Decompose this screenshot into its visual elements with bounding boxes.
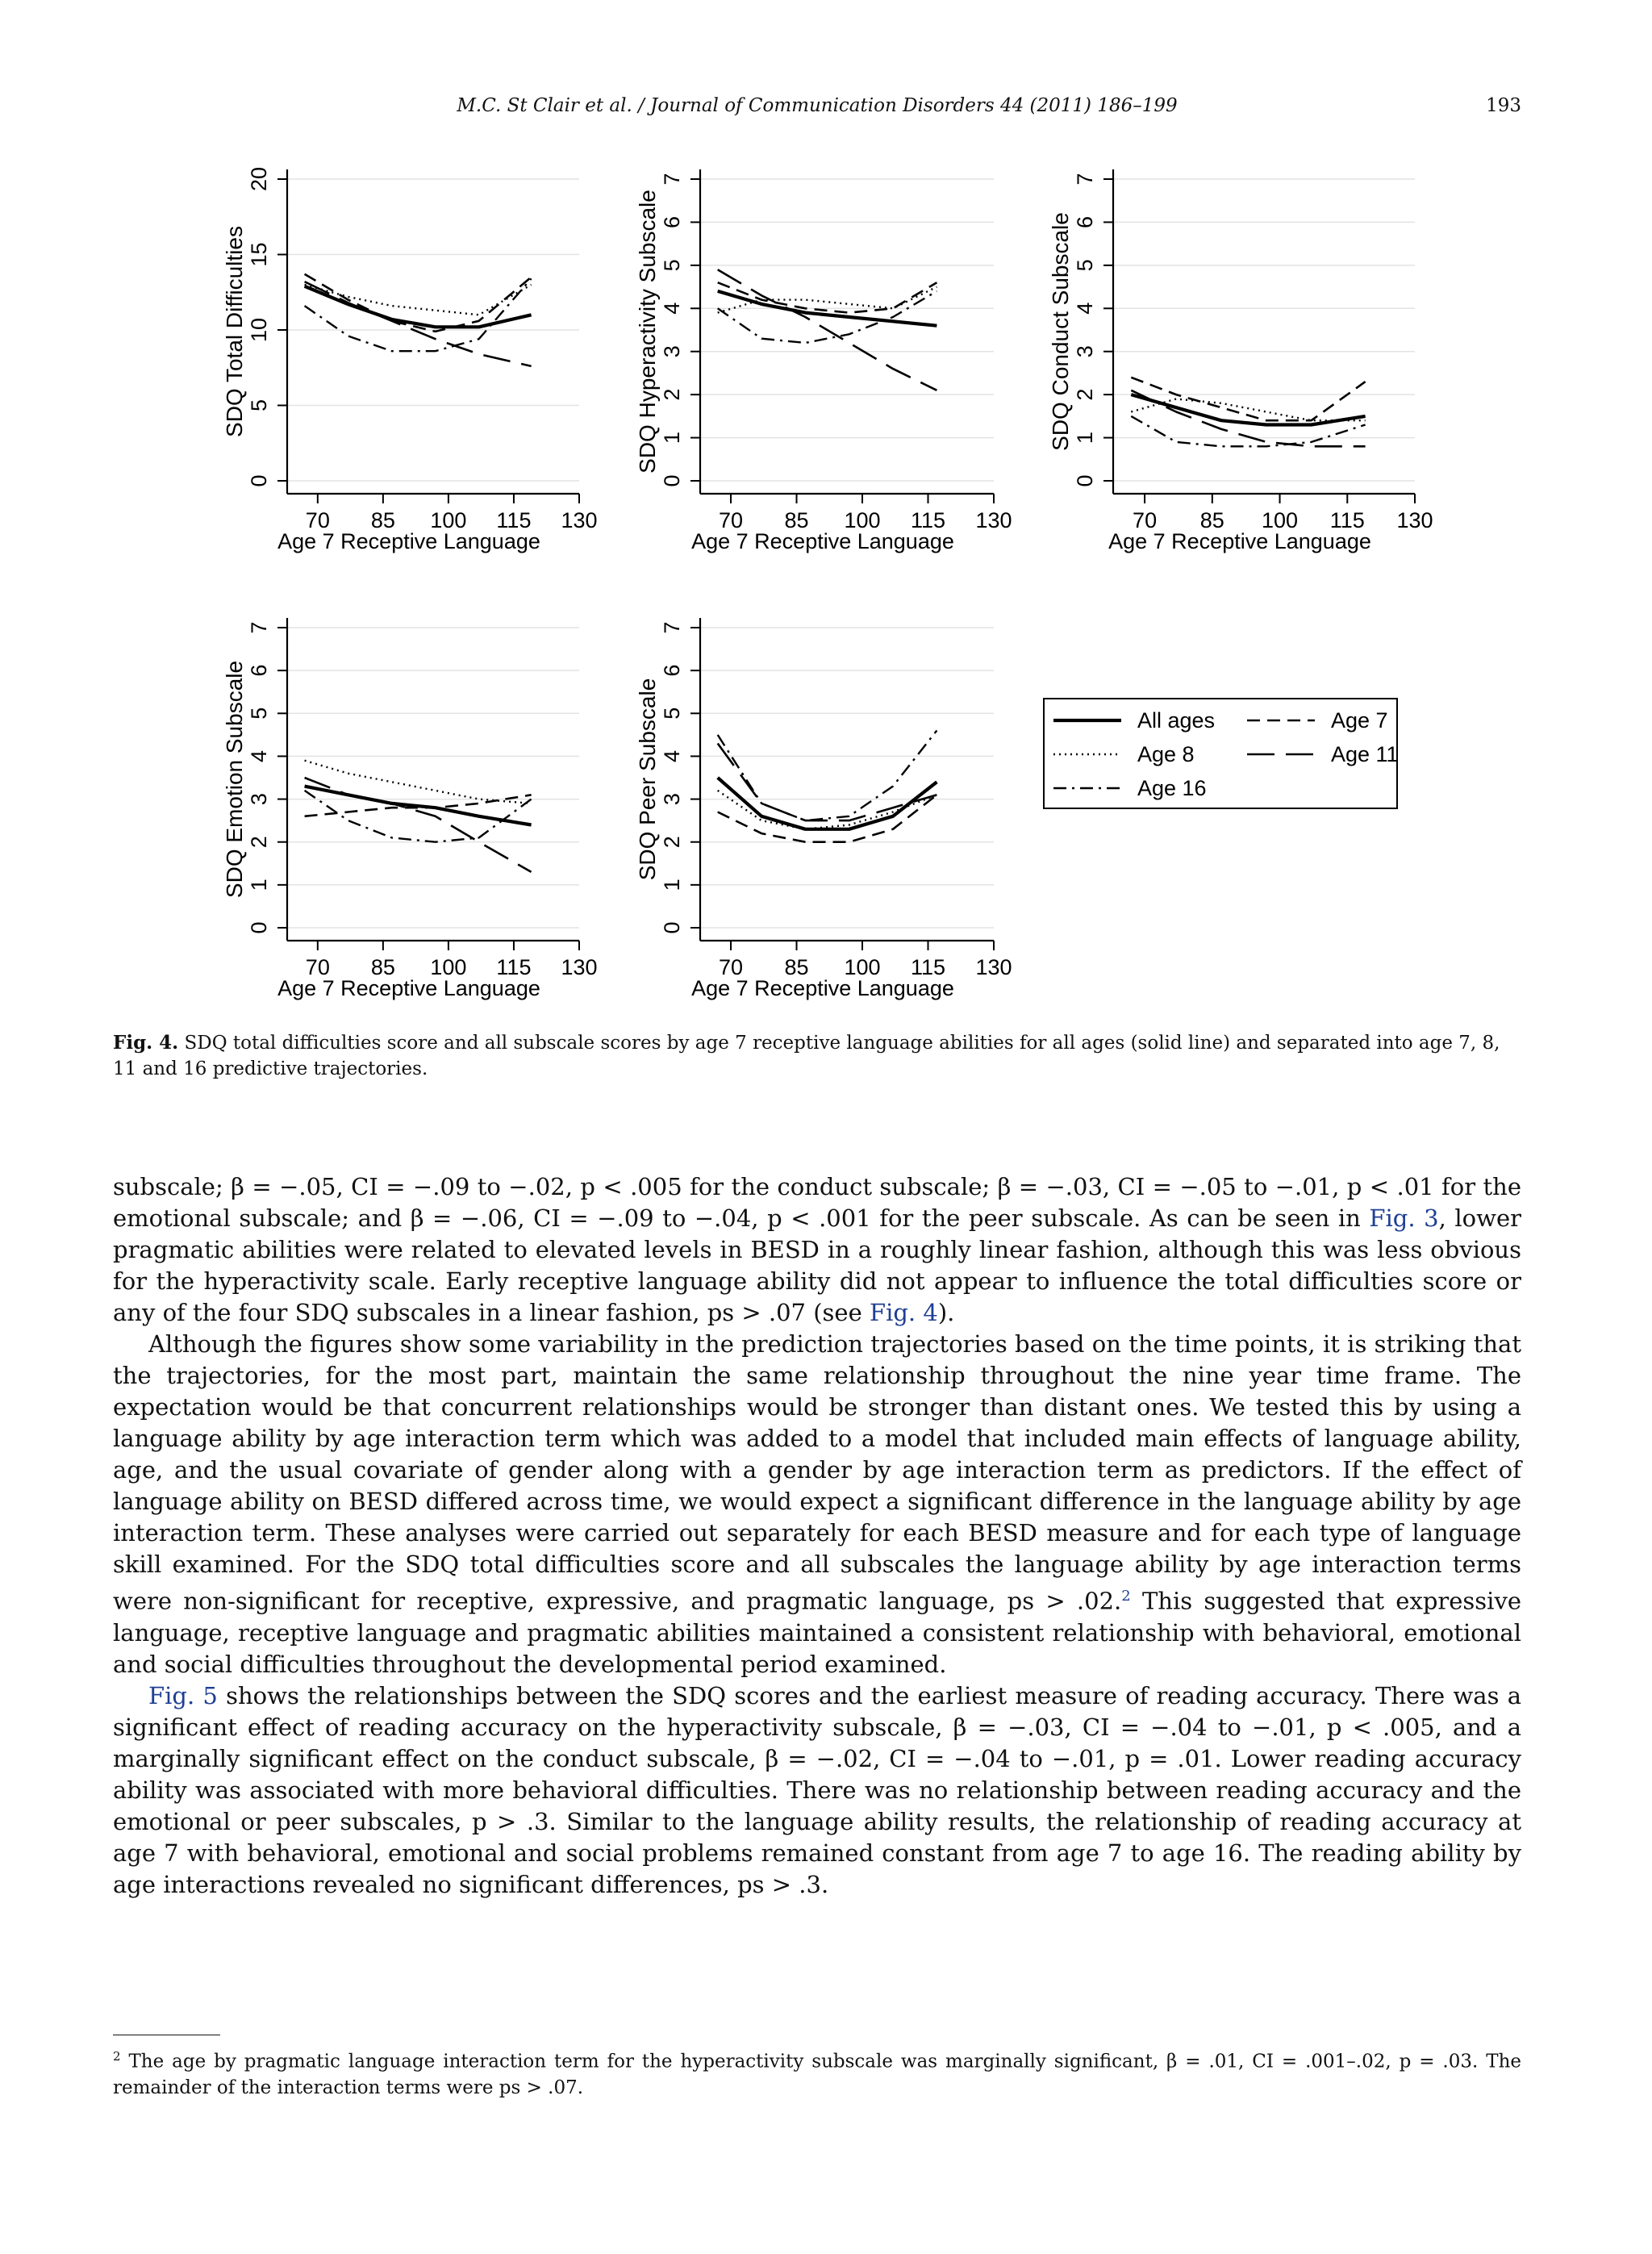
figure-4 [0, 0, 1652, 1049]
y-axis-title: SDQ Peer Subscale [635, 678, 660, 881]
y-tick-label: 1 [247, 879, 271, 891]
x-tick-label: 85 [370, 955, 395, 979]
y-tick-label: 0 [1073, 474, 1097, 487]
x-tick-label: 115 [910, 508, 946, 532]
x-tick-label: 115 [1329, 508, 1365, 532]
y-tick-label: 20 [247, 166, 271, 192]
body-text [113, 1171, 1521, 1901]
x-axis-title: Age 7 Receptive Language [691, 529, 954, 553]
legend-label: Age 11 [1331, 742, 1399, 766]
y-axis-title: SDQ Hyperactivity Subscale [635, 190, 660, 474]
footnote-2 [113, 2043, 1521, 2101]
x-tick-label: 115 [910, 955, 946, 979]
series-line-age-7 [718, 795, 937, 841]
fig-3-link[interactable]: Fig. 3 [1369, 1204, 1439, 1232]
footnote-text: The age by pragmatic language interaction term for the hyperactivity subscale was marginally significant, β = .01, CI = .001–.02, p = .03. The remainder of the interaction terms were ps > .07. [113, 2051, 1521, 2098]
chart-panel-conduct [1048, 169, 1433, 553]
y-tick-label: 2 [247, 836, 271, 849]
y-tick-label: 2 [660, 388, 684, 401]
caption-label: Fig. 4. [113, 1032, 179, 1054]
y-tick-label: 4 [660, 749, 684, 762]
paragraph-2: Although the figures show some variability in the prediction trajectories based on the time points, it is striking that the trajectories, for the most part, maintain the same relationship throughout the nine year time frame. The expectation would be that concurrent relationships would be stronger than distant ones. We tested this by using a language ability by age interaction term which was added to a model that included main effects of language ability, age, and the usual covariate of gender along with a gender by age interaction term as predictors. If the effect of language ability on BESD differed across time, we would expect a significant difference in the language ability by age interaction term. These analyses were carried out separately for each BESD measure and for each type of language skill examined. For the SDQ total difficulties score and all subscales the language ability by age interaction terms were non-significant for receptive, expressive, and pragmatic language, ps > .02.$^2$ This suggested that expressive language, receptive language and pragmatic abilities maintained a consistent relationship with behavioral, emotional and social difficulties throughout the developmental period examined. [113, 1330, 1521, 1678]
series-line-age-8 [305, 761, 532, 804]
y-tick-label: 1 [1073, 432, 1097, 445]
x-tick-label: 100 [430, 508, 467, 532]
y-tick-label: 4 [247, 749, 271, 762]
x-tick-label: 100 [844, 955, 881, 979]
running-title: M.C. St Clair et al. / Journal of Communication Disorders 44 (2011) 186–199 [457, 95, 1178, 116]
x-tick-label: 70 [305, 955, 330, 979]
y-tick-label: 6 [660, 664, 684, 677]
x-axis-title: Age 7 Receptive Language [277, 976, 540, 1000]
page-number: 193 [1486, 95, 1521, 116]
x-tick-label: 85 [1199, 508, 1224, 532]
chart-panel-total [222, 167, 598, 553]
y-tick-label: 0 [247, 921, 271, 934]
y-tick-label: 1 [660, 879, 684, 891]
series-line-age-16 [305, 791, 532, 842]
y-tick-label: 3 [247, 793, 271, 806]
paragraph-3: Fig. 5 shows the relationships between the SDQ scores and the earliest measure of reading accuracy. There was a significant effect of reading accuracy on the hyperactivity subscale, β = −.03, CI = −.04 to −.01, p < .005, and a marginally significant effect on the conduct subscale, β = −.02, CI = −.04 to −.01, p = .01. Lower reading accuracy ability was associated with more behavioral difficulties. There was no relationship between reading accuracy and the emotional or peer subscales, p > .3. Similar to the language ability results, the relationship of reading accuracy at age 7 with behavioral, emotional and social problems remained constant from age 7 to age 16. The reading ability by age interactions revealed no significant differences, ps > .3. [113, 1681, 1521, 1898]
y-tick-label: 4 [1073, 302, 1097, 315]
series-line-all-ages [305, 787, 532, 825]
x-tick-label: 100 [430, 955, 467, 979]
legend-label: Age 8 [1137, 742, 1195, 766]
y-tick-label: 15 [247, 242, 271, 267]
footnote-2-link[interactable]: 2 [1121, 1588, 1131, 1605]
y-tick-label: 7 [1073, 173, 1097, 186]
legend-label: Age 7 [1331, 708, 1388, 733]
x-tick-label: 130 [561, 955, 598, 979]
y-tick-label: 3 [1073, 345, 1097, 358]
series-line-age-8 [718, 791, 937, 829]
x-tick-label: 100 [1262, 508, 1299, 532]
x-tick-label: 130 [975, 955, 1012, 979]
y-tick-label: 0 [660, 921, 684, 934]
y-tick-label: 1 [660, 432, 684, 445]
series-line-age-8 [1131, 399, 1365, 421]
x-tick-label: 70 [719, 955, 744, 979]
y-axis-title: SDQ Total Difficulties [222, 226, 247, 437]
y-tick-label: 4 [660, 302, 684, 315]
x-axis-title: Age 7 Receptive Language [1108, 529, 1371, 553]
x-tick-label: 70 [1133, 508, 1158, 532]
x-tick-label: 85 [784, 955, 809, 979]
y-tick-label: 7 [660, 173, 684, 186]
y-tick-label: 7 [247, 621, 271, 634]
series-line-age-16 [305, 278, 532, 351]
x-tick-label: 130 [561, 508, 598, 532]
y-tick-label: 3 [660, 345, 684, 358]
caption-text: SDQ total difficulties score and all subscale scores by age 7 receptive language abilities for all ages (solid line) and separated into age 7, 8, 11 and 16 predictive trajectories. [113, 1033, 1500, 1079]
fig-5-link[interactable]: Fig. 5 [148, 1681, 218, 1709]
chart-panel-emotion [222, 618, 598, 1000]
x-tick-label: 115 [496, 508, 532, 532]
chart-panel-peer [635, 618, 1012, 1000]
x-tick-label: 70 [305, 508, 330, 532]
y-tick-label: 6 [1073, 215, 1097, 228]
y-tick-label: 0 [660, 474, 684, 487]
x-tick-label: 85 [784, 508, 809, 532]
fig-4-link[interactable]: Fig. 4 [869, 1299, 938, 1326]
y-tick-label: 6 [247, 664, 271, 677]
x-tick-label: 115 [496, 955, 532, 979]
series-line-age-7 [1131, 378, 1365, 420]
chart-legend [1044, 699, 1399, 808]
x-axis-title: Age 7 Receptive Language [277, 529, 540, 553]
y-tick-label: 5 [247, 399, 271, 412]
y-tick-label: 7 [660, 621, 684, 634]
x-tick-label: 100 [844, 508, 881, 532]
y-tick-label: 5 [247, 707, 271, 720]
y-axis-title: SDQ Conduct Subscale [1048, 212, 1073, 451]
legend-label: All ages [1137, 708, 1216, 733]
x-tick-label: 70 [719, 508, 744, 532]
y-tick-label: 5 [660, 707, 684, 720]
x-tick-label: 130 [975, 508, 1012, 532]
y-tick-label: 3 [660, 793, 684, 806]
y-tick-label: 6 [660, 215, 684, 228]
y-tick-label: 0 [247, 474, 271, 487]
y-tick-label: 10 [247, 317, 271, 343]
y-tick-label: 2 [660, 836, 684, 849]
y-tick-label: 5 [660, 259, 684, 272]
footnote-number: 2 [113, 2049, 121, 2064]
series-line-age-16 [718, 291, 937, 343]
x-tick-label: 85 [370, 508, 395, 532]
paragraph-1: subscale; β = −.05, CI = −.09 to −.02, p < .005 for the conduct subscale; β = −.03, CI = −.05 to −.01, p < .01 for the emotional subscale; and β = −.06, CI = −.09 to −.04, p < .001 for the peer subscale. As can be seen in Fig. 3, lower pragmatic abilities were related to elevated levels in BESD in a roughly linear fashion, although this was less obvious for the hyperactivity scale. Early receptive language ability did not appear to influence the total difficulties score or any of the four SDQ subscales in a linear fashion, ps > .07 (see Fig. 4). [113, 1173, 1521, 1326]
x-tick-label: 130 [1396, 508, 1433, 532]
y-tick-label: 2 [1073, 388, 1097, 401]
figure-caption [113, 1030, 1521, 1082]
x-axis-title: Age 7 Receptive Language [691, 976, 954, 1000]
legend-label: Age 16 [1137, 776, 1207, 800]
series-line-all-ages [1131, 394, 1365, 424]
y-tick-label: 5 [1073, 259, 1097, 272]
chart-panel-hyperactivity [635, 169, 1012, 553]
y-axis-title: SDQ Emotion Subscale [222, 660, 247, 899]
